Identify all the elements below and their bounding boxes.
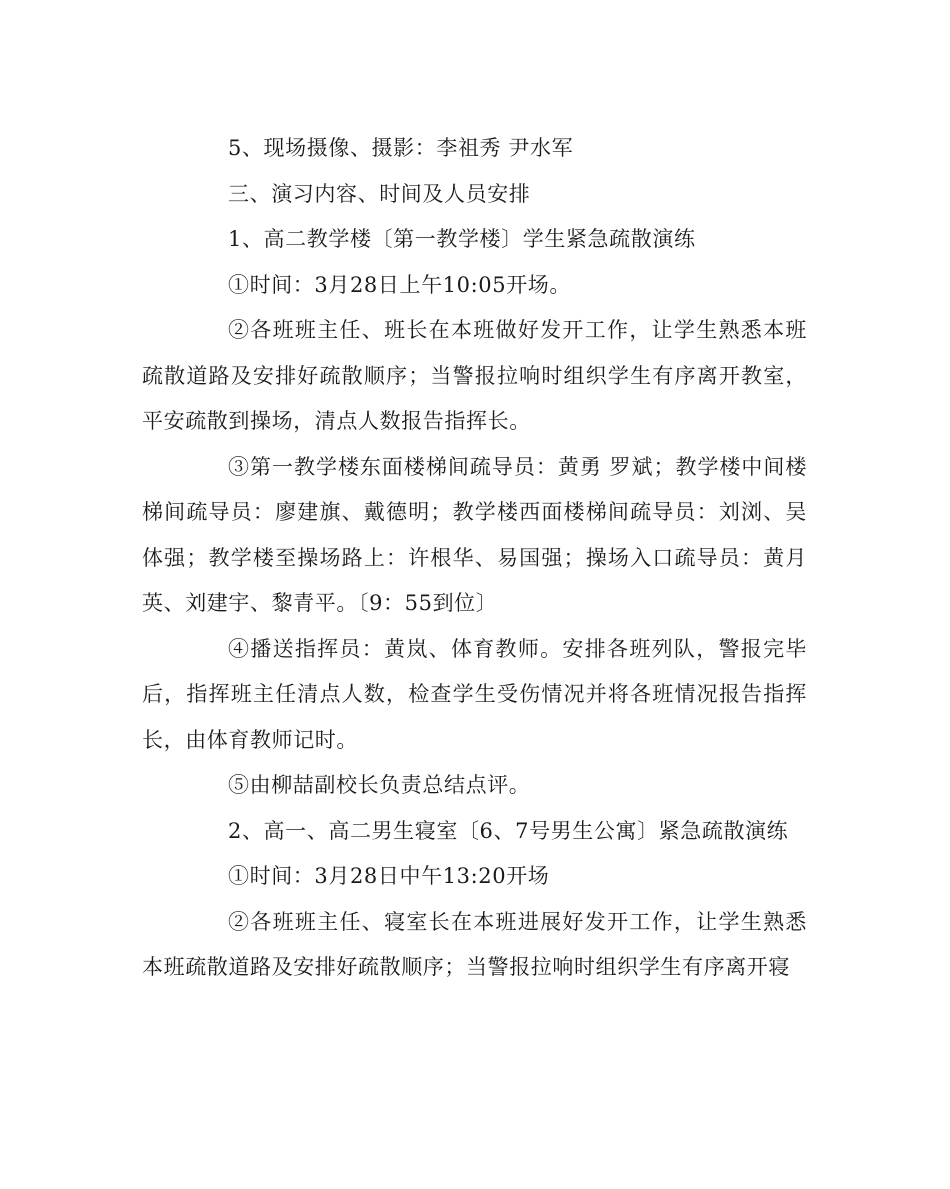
paragraph-class-teacher-duties-1: ②各班班主任、班长在本班做好发开工作，让学生熟悉本班疏散道路及安排好疏散顺序；当警报拉响时组织学生有序离开教室，平安疏散到操场，清点人数报告指挥长。 [142,318,807,433]
paragraph-time-2: ①时间：3月28日中午13:20开场 [228,864,550,888]
paragraph-broadcast-commander: ④播送指挥员：黄岚、体育教师。安排各班列队，警报完毕后，指挥班主任清点人数，检查学生受伤情况并将各班情况报告指挥长，由体育教师记时。 [142,636,807,752]
paragraph-stairwell-guides: ③第一教学楼东面楼梯间疏导员：黄勇 罗斌；教学楼中间楼梯间疏导员：廖建旗、戴德明；教学楼西面楼梯间疏导员：刘浏、吴体强；教学楼至操场路上：许根华、易国强；操场入口疏导员：黄月英、刘建宇、黎青平。〔9：55到位〕 [142,454,807,615]
paragraph-time-1: ①时间：3月28日上午10:05开场。 [228,272,571,297]
paragraph-class-teacher-duties-2: ②各班班主任、寝室长在本班进展好发开工作，让学生熟悉本班疏散道路及安排好疏散顺序；当警报拉响时组织学生有序离开寝 [142,909,807,979]
paragraph-camera-crew: 5、现场摄像、摄影：李祖秀 尹水军 [228,136,574,160]
subheading-teaching-building-drill: 1、高二教学楼〔第一教学楼〕学生紧急疏散演练 [228,227,696,251]
subheading-dormitory-drill: 2、高一、高二男生寝室〔6、7号男生公寓〕紧急疏散演练 [228,818,789,843]
document-body [142,126,807,991]
section-heading-drill-content: 三、演习内容、时间及人员安排 [228,181,531,206]
paragraph-summary-review: ⑤由柳喆副校长负责总结点评。 [228,773,531,797]
